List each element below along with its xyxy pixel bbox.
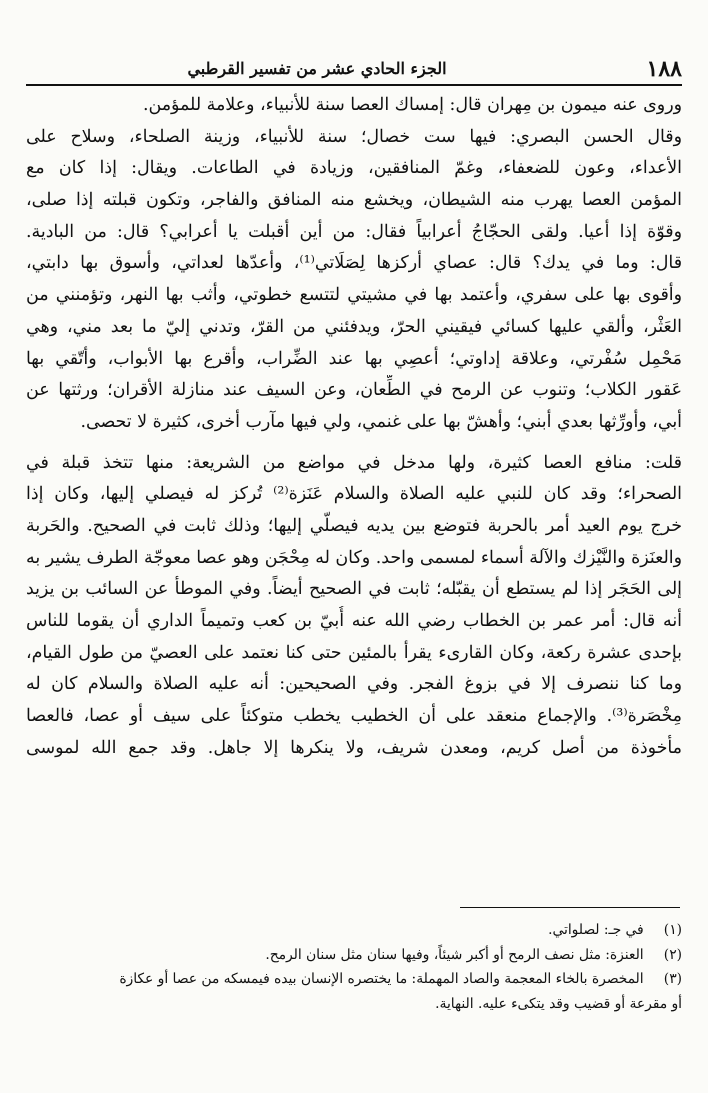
paragraph-gap [26,439,682,448]
text-line: العَثْر، وألقي عليها كسائي فيقيني الحرّ، ويدفئني من القرّ، وتدني إليّ ما بعد مني، وهي [26,316,682,337]
footnote-text: العنزة: مثل نصف الرمح أو أكبر شيئاً، وفيها سنان مثل سنان الرمح. [265,946,644,963]
footnote-continuation [26,992,682,1017]
text-line: مَحْمِل سُفْرتي، وعلاقة إداوتي؛ أعصِي بها عند الضِّراب، وأقرع بها الأبواب، وأتّقي بها [26,348,682,369]
text-line: المؤمن العصا يهرب منه الشيطان، ويخشع منه المنافق والفاجر، وتكون قبلته إذا صلى، [26,190,682,211]
footnote [26,918,682,943]
running-head: الجزء الحادي عشر من تفسير القرطبي [187,59,447,78]
text-line: أبي، وأورِّثها بعدي أبني؛ وأهشّ بها على غنمي، ولي فيها مآرب أخرى، كثيرة لا تحصى. [80,411,682,432]
text-line: مأخوذة من أصل كريم، ومعدن شريف، ولا ينكرها إلا جاهل. وقد جمع الله لموسى [26,737,682,758]
text-line: وأقوى بها على سفري، وأعتمد بها في مشيتي لتتسع خطوتي، وأثب بها النهر، وتؤمنني من [26,285,682,306]
footnote-separator [460,907,680,908]
footnote [26,943,682,968]
text-line: قلت: منافع العصا كثيرة، ولها مدخل في مواضع من الشريعة: منها تتخذ قبلة في [26,452,682,473]
text-line: الأعداء، وعون للضعفاء، وغمّ المنافقين، وزيادة في الطاعات. ويقال: إذا كان مع [26,158,682,179]
text-line: وقوّة إذا أعيا. ولقى الحجّاجُ أعرابياً فقال: من أين أقبلت يا أعرابي؟ قال: من البادية. [26,221,682,242]
text-line: الصحراء؛ وقد كان للنبي عليه الصلاة والسلام عَنَزة⁽²⁾ تُركز له فيصلي إليها، وكان إذا [26,484,682,505]
body-text [26,90,682,764]
text-line: عَقور الكلاب؛ وتنوب عن الرمح في الطِّعان، وعن السيف عند منازلة الأقران؛ ورثتها عن [26,380,682,401]
footnotes [26,918,682,1016]
page-number: ١٨٨ [646,56,682,82]
text-line: أنه قال: أمر عمر بن الخطاب رضي الله عنه أُبيّ بن كعب وتميماً الداري أن يقوما للناس [26,611,682,631]
footnote-text: في جـ: لصلواتي. [548,922,644,938]
footnote-number: (٣) [663,971,682,987]
text-line: بإحدى عشرة ركعة، وكان القارىء يقرأ بالمئين حتى كنا نعتمد على العصيّ من طول القيام، [26,642,682,663]
header-rule [26,84,682,86]
text-line: وقال الحسن البصري: فيها ست خصال؛ سنة للأنبياء، وزينة الصلحاء، وسلاح على [26,126,682,147]
page-header [26,54,682,84]
footnote [26,967,682,992]
footnote-text: المخصرة بالخاء المعجمة والصاد المهملة: ما يختصره الإنسان بيده فيمسكه من عصا أو عكازة [119,971,644,987]
footnote-text: أو مقرعة أو قضيب وقد يتكىء عليه. النهاية. [435,995,682,1012]
footnote-number: (١) [663,922,682,938]
text-line: خرج يوم العيد أمر بالحربة فتوضع بين يديه فيصلّي إليها؛ وذلك ثابت في الصحيح. والحَربة [26,515,682,536]
text-line: وروى عنه ميمون بن مِهران قال: إمساك العصا سنة للأنبياء، وعلامة للمؤمن. [142,95,682,115]
text-line: قال: وما في يدك؟ قال: عصاي أركزها لِصَلَاتي⁽¹⁾، وأعدّها لعداتي، وأسوق بها دابتي، [26,253,682,274]
text-line: وما كنا ننصرف إلا في بزوغ الفجر. وفي الصحيحين: أنه عليه الصلاة والسلام كان له [26,674,682,695]
text-line: مِخْصَرة⁽³⁾. والإجماع منعقد على أن الخطيب يخطب متوكئاً على سيف أو عصا، فالعصا [26,706,682,727]
footnote-number: (٢) [663,946,682,963]
text-line: إلى الحَجَر إذا لم يستطع أن يقبّله؛ ثابت في الصحيح أيضاً. وفي الموطأ عن السائب بن يزيد [26,579,682,600]
text-line: والعنَزة والنَّيْزك والآلة أسماء لمسمى واحد. وكان له مِحْجَن وهو عصا معوجّة الطرف يشير به [26,547,682,568]
